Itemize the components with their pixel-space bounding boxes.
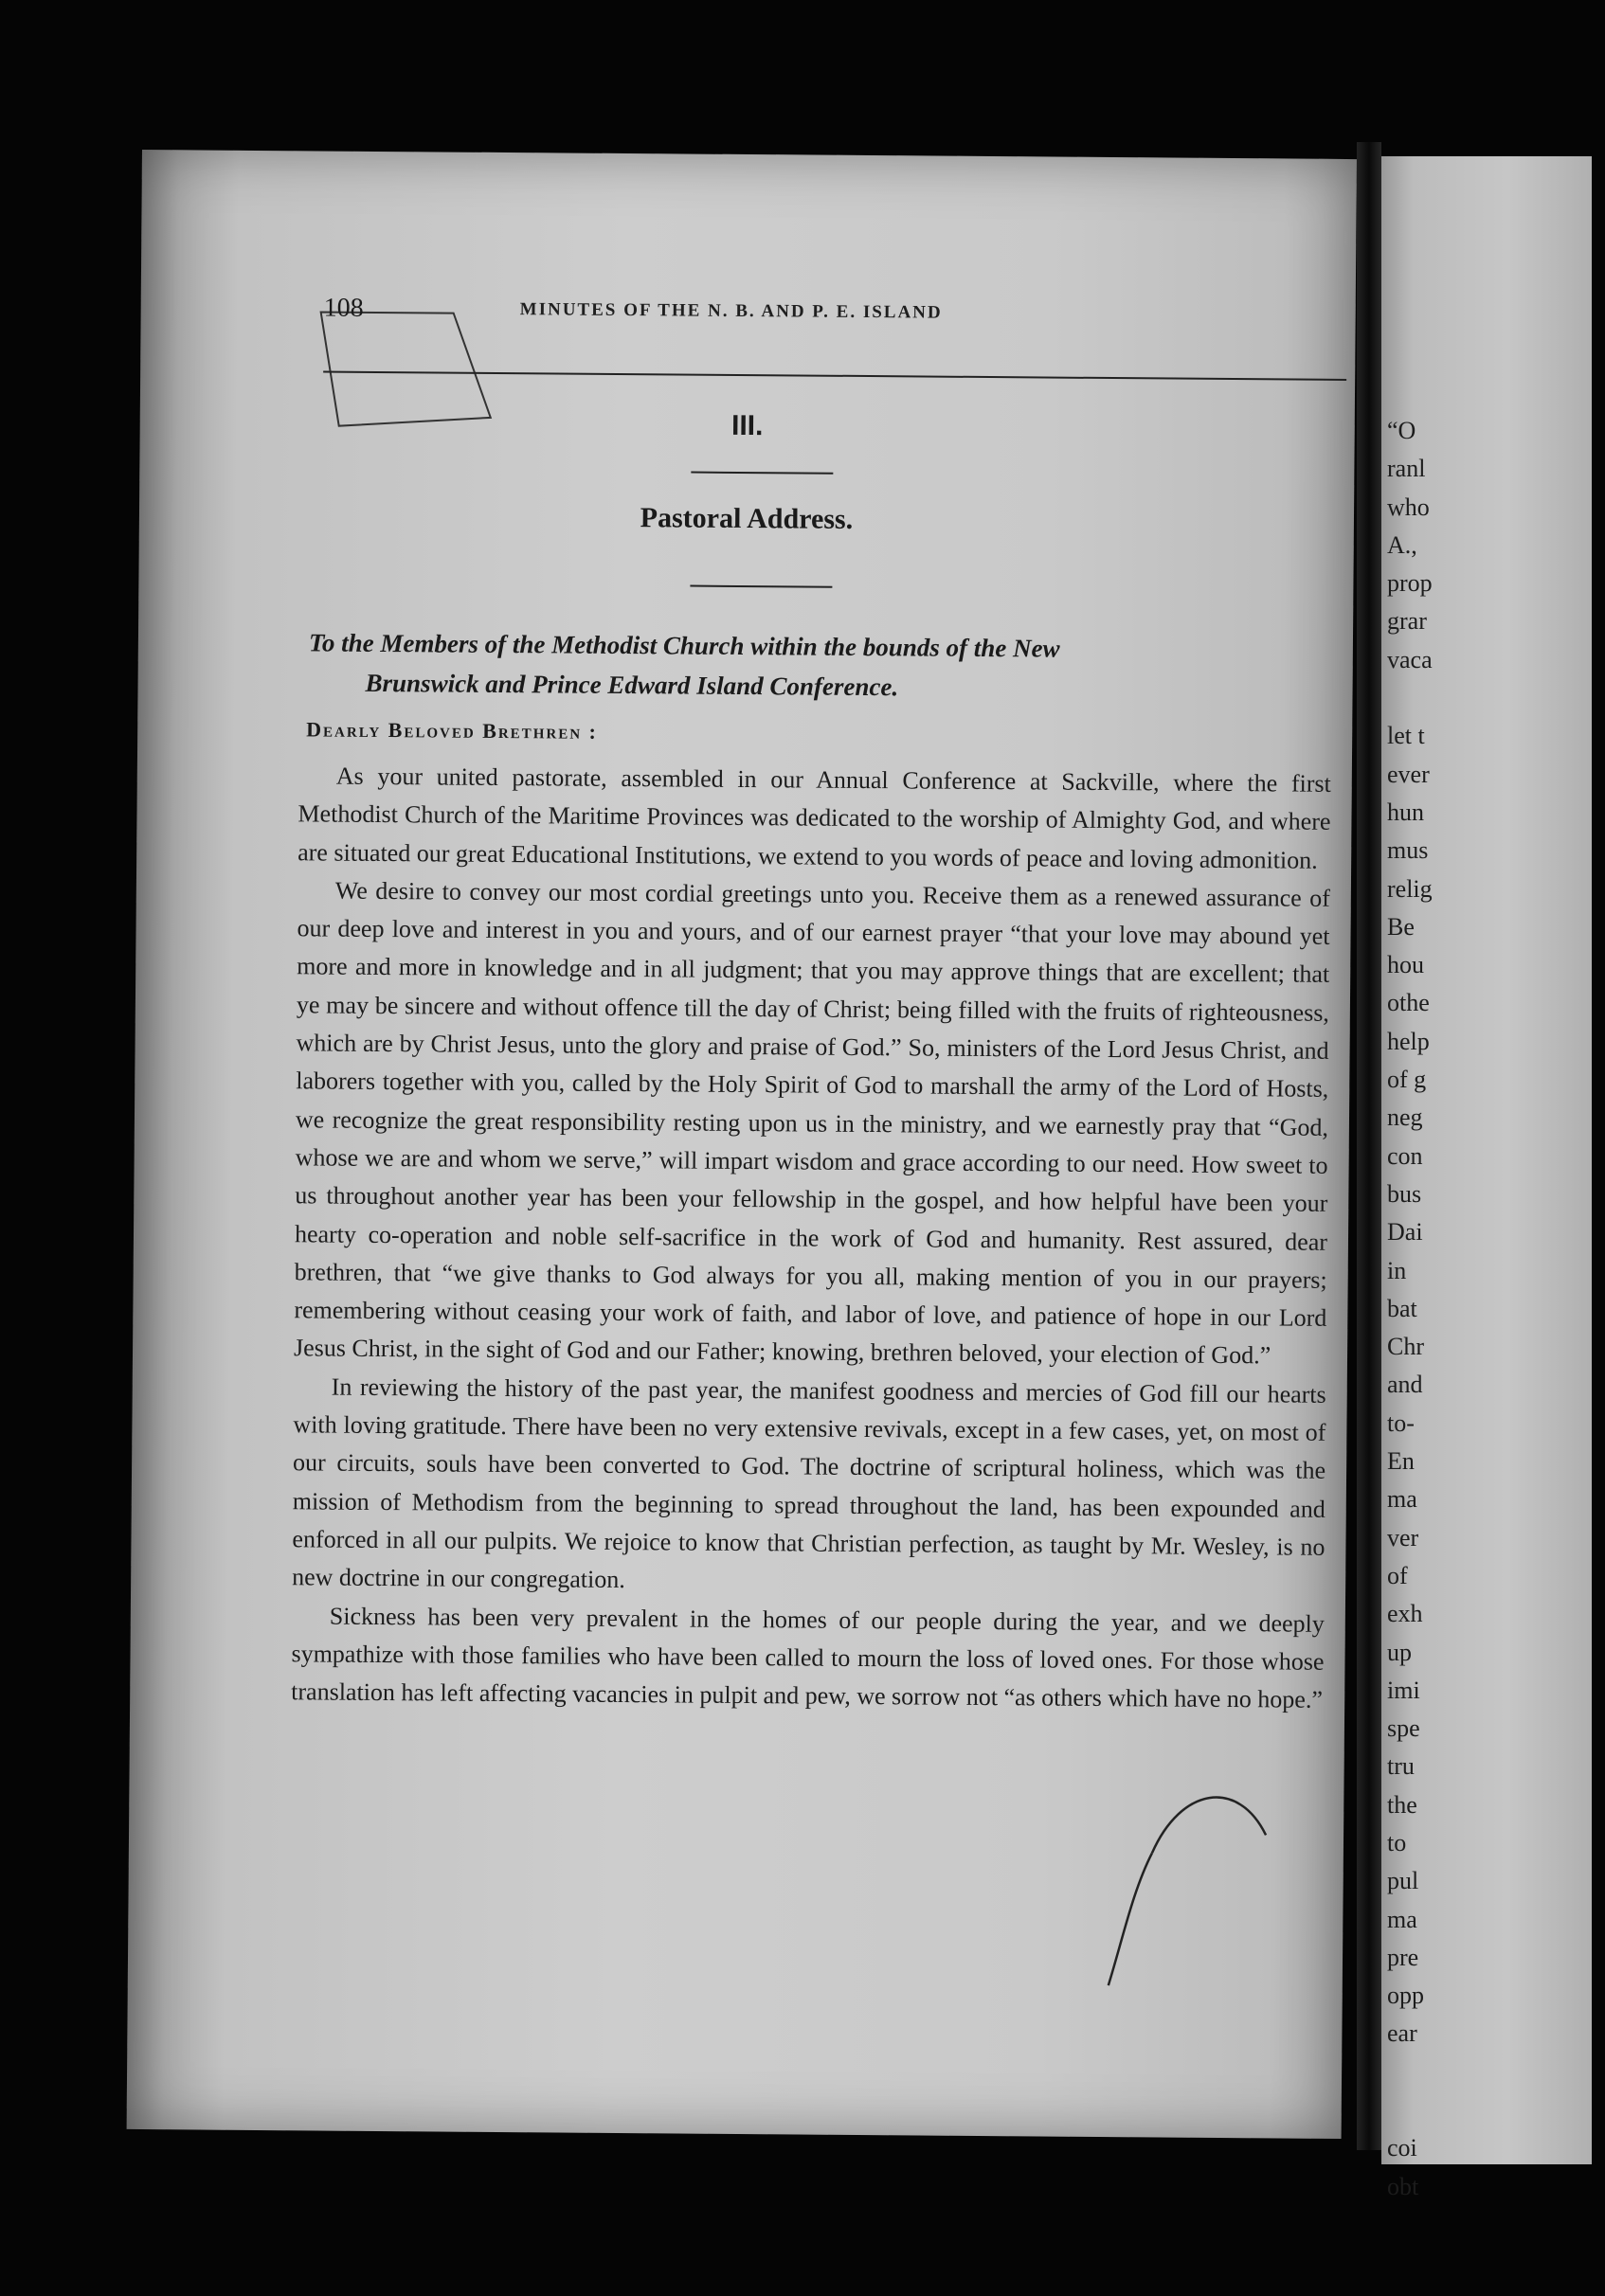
section-number: III. bbox=[730, 409, 764, 442]
right-page-fragment: exh bbox=[1387, 1600, 1423, 1628]
paragraph: We desire to convey our most cordial greetings unto you. Receive them as a renewed assurance of our deep love and interest in you and yours, and of our earnest prayer “that your love may abound yet more and more in knowledge and in all judgment; that you may approve things that are excellent; that ye may be sincere and without offence till the day of Christ; being filled with the fruits of righteousness, which are by Christ Jesus, unto the glory and praise of God.” So, ministers of the Lord Jesus Christ, and laborers together with you, called by the Holy Spirit of God to marshall the army of the Lord of Hosts, we recognize the great responsibility resting upon us in the ministry, and we earnestly pray that “God, whose we are and whom we serve,” will impart wisdom and grace according to our need. How sweet to us throughout another year has been your fellowship in the gospel, and how helpful have been your hearty co-operation and noble self-sacrifice in the work of God and humanity. Rest assured, dear brethren, that “we give thanks to God always for you all, making mention of you in our prayers; remembering without ceasing your work of faith, and labor of love, and patience of hope in our Lord Jesus Christ, in the sight of God and our Father; knowing, brethren beloved, your election of God.” bbox=[293, 876, 1330, 1370]
right-page-fragment: “O bbox=[1387, 417, 1416, 444]
address-line-2: Brunswick and Prince Edward Island Conference. bbox=[365, 668, 899, 702]
right-page-fragment: and bbox=[1387, 1371, 1423, 1399]
right-page-fragment: up bbox=[1387, 1638, 1412, 1666]
right-page-fragment: bus bbox=[1387, 1179, 1422, 1208]
salutation: Dearly Beloved Brethren : bbox=[306, 717, 599, 744]
right-page bbox=[1381, 156, 1592, 2200]
right-page-fragment: who bbox=[1387, 493, 1430, 521]
section-title: Pastoral Address. bbox=[640, 502, 854, 535]
right-page-fragment: in bbox=[1387, 1256, 1407, 1284]
right-page-fragment: tru bbox=[1387, 1752, 1415, 1781]
right-page-fragment: obt bbox=[1387, 2172, 1419, 2200]
right-page-fragment bbox=[1387, 2054, 1605, 2091]
right-page-fragment: of g bbox=[1387, 1066, 1427, 1094]
address-line-1: To the Members of the Methodist Church within the bounds of the New bbox=[308, 628, 1060, 663]
right-page-fragment: A., bbox=[1387, 530, 1417, 559]
right-page-fragment: ma bbox=[1387, 1905, 1417, 1933]
right-page-fragment: of bbox=[1387, 1561, 1408, 1589]
right-page-fragment: grar bbox=[1387, 607, 1427, 636]
right-page-text bbox=[1387, 412, 1605, 2206]
right-page-fragment: En bbox=[1387, 1447, 1415, 1476]
paragraph: As your united pastorate, assembled in our Annual Conference at Sackville, where the first Methodist Church of the Maritime Provinces was dedicated to the worship of Almighty God, and where are situated our great Educational Institutions, we extend to you words of peace and loving admonition. bbox=[298, 762, 1331, 874]
right-page-fragment: othe bbox=[1387, 989, 1430, 1017]
right-page-fragment: neg bbox=[1387, 1103, 1423, 1132]
right-page-fragment: spe bbox=[1387, 1714, 1420, 1743]
right-page-fragment: pul bbox=[1387, 1867, 1419, 1895]
address-heading bbox=[308, 622, 1351, 710]
right-page-fragment: ear bbox=[1387, 2019, 1417, 2048]
left-page bbox=[127, 150, 1357, 2139]
paragraph: In reviewing the history of the past year, the manifest goodness and mercies of God fill our hearts with loving gratitude. There have been no very extensive revivals, except in a few cases, yet, on most of our circuits, souls have been converted to God. The doctrine of scriptural holiness, which was the mission of Methodism from the beginning to spread throughout the land, has been expounded and enforced in all our pulpits. We rejoice to know that Christian perfection, as taught by Mr. Wesley, is no new doctrine in our congregation. bbox=[292, 1372, 1326, 1594]
right-page-fragment: hou bbox=[1387, 951, 1424, 979]
right-page-fragment: vaca bbox=[1387, 645, 1433, 673]
right-page-fragment: to bbox=[1387, 1828, 1407, 1857]
running-head: MINUTES OF THE N. B. AND P. E. ISLAND bbox=[519, 299, 943, 323]
right-page-fragment: ma bbox=[1387, 1485, 1417, 1514]
right-page-fragment: imi bbox=[1387, 1676, 1420, 1704]
right-page-fragment: ranl bbox=[1387, 455, 1426, 483]
right-page-fragment: Chr bbox=[1387, 1333, 1424, 1361]
right-page-fragment: hun bbox=[1387, 798, 1424, 826]
right-page-fragment: pre bbox=[1387, 1943, 1419, 1971]
title-rule-bottom bbox=[690, 585, 832, 588]
right-page-fragment: to- bbox=[1387, 1408, 1415, 1437]
right-page-fragment: Be bbox=[1387, 912, 1415, 941]
right-page-fragment: help bbox=[1387, 1027, 1430, 1055]
right-page-fragment: prop bbox=[1387, 569, 1433, 598]
right-page-fragment: the bbox=[1387, 1790, 1417, 1819]
right-page-fragment: coi bbox=[1387, 2134, 1417, 2162]
right-page-fragment: ever bbox=[1387, 760, 1430, 788]
right-page-fragment: mus bbox=[1387, 836, 1429, 865]
title-rule-top bbox=[691, 472, 833, 475]
right-page-fragment: relig bbox=[1387, 874, 1433, 903]
page-number: 108 bbox=[323, 293, 364, 323]
right-page-fragment bbox=[1387, 2091, 1605, 2129]
right-page-fragment: bat bbox=[1387, 1294, 1417, 1322]
right-page-fragment bbox=[1387, 679, 1605, 717]
right-page-fragment: let t bbox=[1387, 722, 1425, 750]
right-page-fragment: con bbox=[1387, 1141, 1423, 1170]
right-page-fragment: Dai bbox=[1387, 1218, 1423, 1247]
book-spine bbox=[1357, 142, 1381, 2150]
paragraph: Sickness has been very prevalent in the homes of our people during the year, and we deeply sympathize with those families who have been called to mourn the loss of loved ones. For those whose translation has left affecting vacancies in pulpit and pew, we sorrow not “as others which have no hope.” bbox=[291, 1602, 1325, 1713]
body-text bbox=[291, 757, 1331, 1719]
right-page-fragment: ver bbox=[1387, 1523, 1419, 1552]
right-page-fragment: opp bbox=[1387, 1982, 1424, 2010]
